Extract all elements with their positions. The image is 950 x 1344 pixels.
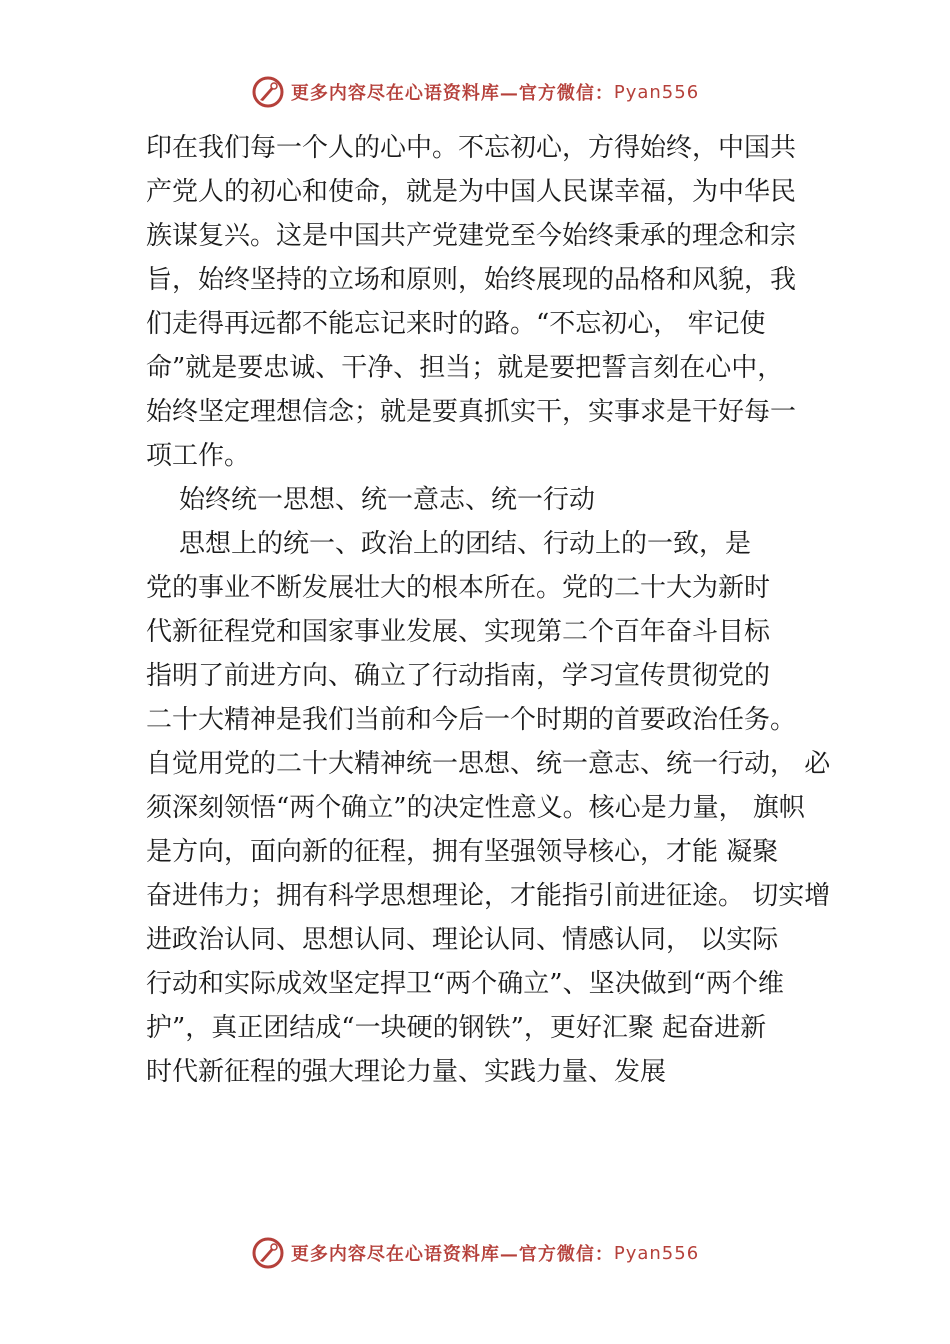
header-banner <box>0 72 950 112</box>
text-line: 护”，真正团结成“一块硬的钢铁”，更好汇聚 起奋进新 <box>146 1013 767 1043</box>
footer-banner-text: 更多内容尽在心语资料库—官方微信： <box>290 1244 614 1265</box>
text-line: 须深刻领悟“两个确立”的决定性意义。核心是力量， 旗帜 <box>146 793 805 823</box>
text-line: 是方向，面向新的征程，拥有坚强领导核心，才能 凝聚 <box>146 837 779 867</box>
text-line: 们走得再远都不能忘记来时的路。“不忘初心， 牢记使 <box>146 309 766 339</box>
text-line: 族谋复兴。这是中国共产党建党至今始终秉承的理念和宗 <box>146 221 797 251</box>
text-line: 命”就是要忠诚、干净、担当；就是要把誓言刻在心中， <box>146 353 784 383</box>
text-line: 奋进伟力；拥有科学思想理论，才能指引前进征途。 切实增 <box>146 881 831 911</box>
document-body <box>146 126 836 1094</box>
header-wechat-id: Pyan556 <box>613 81 700 103</box>
text-line: 旨，始终坚持的立场和原则，始终展现的品格和风貌，我 <box>146 265 797 295</box>
text-line: 党的事业不断发展壮大的根本所在。党的二十大为新时 <box>146 573 771 603</box>
quill-circle-logo-icon <box>251 75 285 109</box>
text-line: 项工作。 <box>146 441 251 471</box>
header-banner-text: 更多内容尽在心语资料库—官方微信： <box>290 83 614 104</box>
text-line: 思想上的统一、政治上的团结、行动上的一致，是 <box>146 529 752 559</box>
text-line: 自觉用党的二十大精神统一思想、统一意志、统一行动， 必 <box>146 749 831 779</box>
footer-wechat-id: Pyan556 <box>613 1242 700 1264</box>
text-line: 印在我们每一个人的心中。不忘初心，方得始终，中国共 <box>146 133 797 163</box>
text-line: 产党人的初心和使命，就是为中国人民谋幸福，为中华民 <box>146 177 797 207</box>
text-line: 行动和实际成效坚定捍卫“两个确立”、坚决做到“两个维 <box>146 969 784 999</box>
quill-circle-logo-icon <box>251 1236 285 1270</box>
text-line: 始终统一思想、统一意志、统一行动 <box>146 485 596 515</box>
text-line: 始终坚定理想信念；就是要真抓实干，实事求是干好每一 <box>146 397 797 427</box>
text-line: 代新征程党和国家事业发展、实现第二个百年奋斗目标 <box>146 617 771 647</box>
text-line: 指明了前进方向、确立了行动指南，学习宣传贯彻党的 <box>146 661 771 691</box>
footer-banner <box>0 1233 950 1273</box>
text-line: 二十大精神是我们当前和今后一个时期的首要政治任务。 <box>146 705 797 735</box>
text-line: 时代新征程的强大理论力量、实践力量、发展 <box>146 1057 667 1087</box>
text-line: 进政治认同、思想认同、理论认同、情感认同， 以实际 <box>146 925 779 955</box>
